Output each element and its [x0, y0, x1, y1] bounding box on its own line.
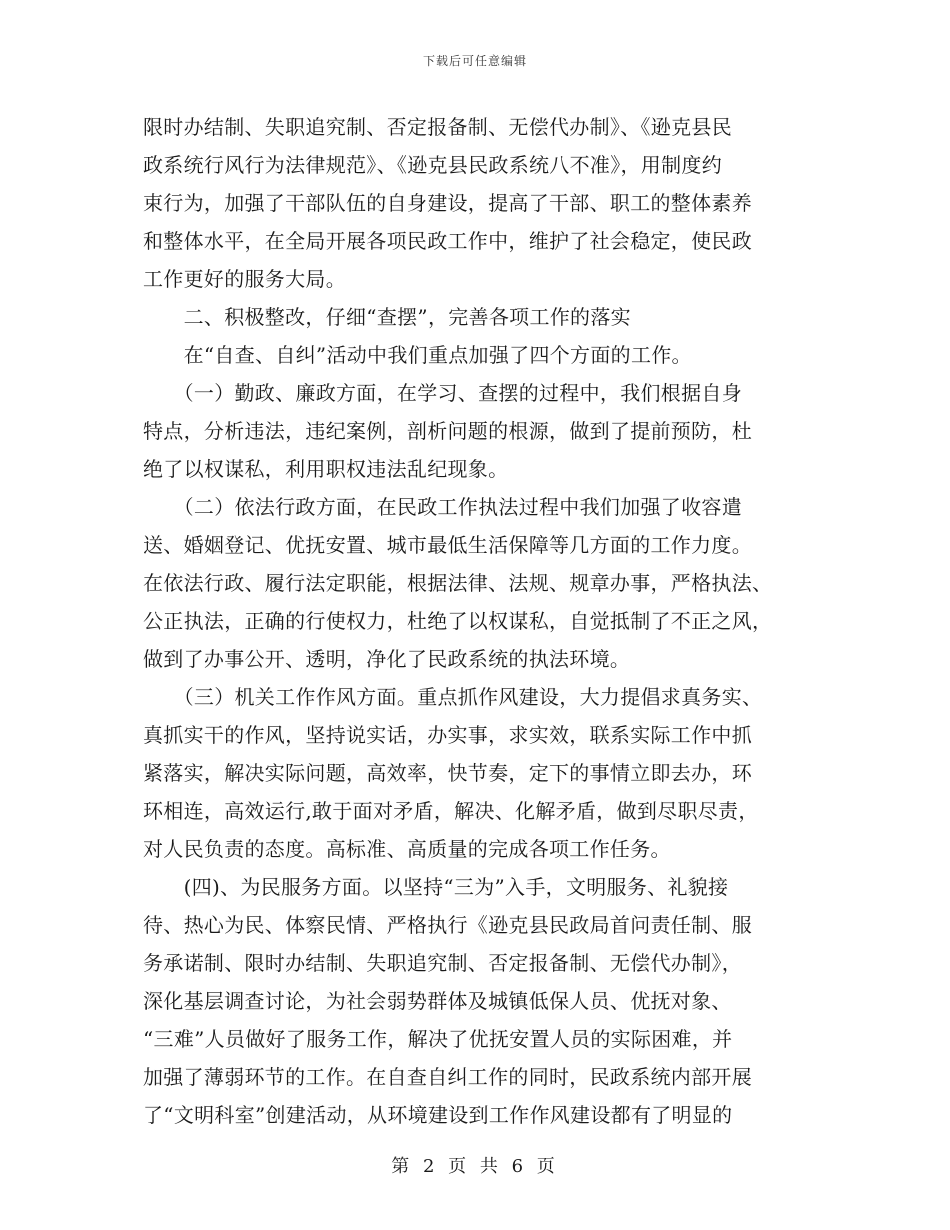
text-line: 务承诺制、限时办结制、失职追究制、否定报备制、无偿代办制》， — [143, 951, 742, 975]
text-line: 了“文明科室”创建活动，从环境建设到工作作风建设都有了明显的 — [143, 1103, 733, 1127]
section-heading: 二、积极整改，仔细“查摆”，完善各项工作的落实 — [143, 305, 631, 329]
text-line: （二）依法行政方面，在民政工作执法过程中我们加强了收容遣 — [143, 495, 742, 519]
text-line: （三）机关工作作风方面。重点抓作风建设，大力提倡求真务实、 — [143, 685, 763, 709]
text-line: 真抓实干的作风，坚持说实话，办实事，求实效，联系实际工作中抓 — [143, 723, 752, 747]
text-line: 政系统行风行为法律规范》、《逊克县民政系统八不准》，用制度约 — [143, 153, 722, 177]
text-line: 做到了办事公开、透明，净化了民政系统的执法环境。 — [143, 647, 631, 671]
text-line: 深化基层调查讨论，为社会弱势群体及城镇低保人员、优抚对象、 — [143, 989, 732, 1013]
page-header: 下载后可任意编辑 — [422, 54, 527, 68]
text-line: 环相连，高效运行,敢于面对矛盾，解决、化解矛盾，做到尽职尽责， — [143, 799, 759, 823]
text-line: 特点，分析违法，违纪案例，剖析问题的根源，做到了提前预防，杜 — [143, 419, 752, 443]
text-line: 紧落实，解决实际问题，高效率，快节奏，定下的事情立即去办，环 — [143, 761, 752, 785]
text-line: “三难”人员做好了服务工作，解决了优抚安置人员的实际困难，并 — [143, 1027, 733, 1051]
text-line: 公正执法，正确的行使权力，杜绝了以权谋私，自觉抵制了不正之风， — [143, 609, 773, 633]
text-line: 和整体水平，在全局开展各项民政工作中，维护了社会稳定，使民政 — [143, 229, 752, 253]
text-line: 绝了以权谋私，利用职权违法乱纪现象。 — [143, 457, 509, 481]
text-line: 待、热心为民、体察民情、严格执行《逊克县民政局首问责任制、服 — [143, 913, 752, 937]
text-line: 加强了薄弱环节的工作。在自查自纠工作的同时，民政系统内部开展 — [143, 1065, 752, 1089]
text-line: 在“自查、自纠”活动中我们重点加强了四个方面的工作。 — [143, 343, 692, 367]
text-line: 在依法行政、履行法定职能，根据法律、法规、规章办事，严格执法、 — [143, 571, 773, 595]
text-line: 送、婚姻登记、优抚安置、城市最低生活保障等几方面的工作力度。 — [143, 533, 752, 557]
text-line: (四)、为民服务方面。以坚持“三为”入手，文明服务、礼貌接 — [143, 875, 729, 899]
text-line: 限时办结制、失职追究制、否定报备制、无偿代办制》、《逊克县民 — [143, 115, 732, 139]
document-body — [143, 108, 807, 1134]
text-line: （一）勤政、廉政方面，在学习、查摆的过程中，我们根据自身 — [143, 381, 742, 405]
page-footer: 第 2 页 共 6 页 — [391, 1156, 559, 1177]
text-line: 对人民负责的态度。高标准、高质量的完成各项工作任务。 — [143, 837, 671, 861]
text-line: 工作更好的服务大局。 — [143, 267, 346, 291]
text-line: 束行为，加强了干部队伍的自身建设，提高了干部、职工的整体素养 — [143, 191, 752, 215]
